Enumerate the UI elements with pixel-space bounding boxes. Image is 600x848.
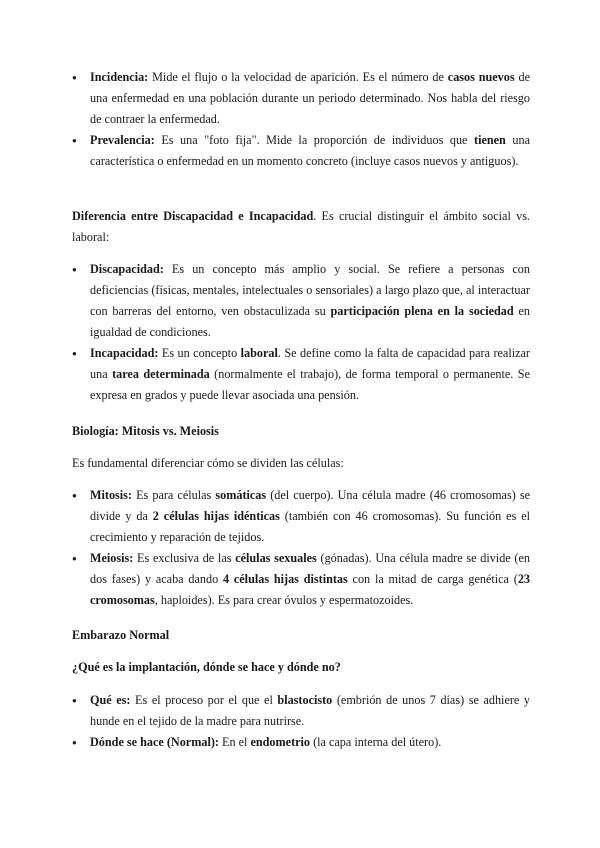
section-heading: Diferencia entre Discapacidad e Incapacidad: [72, 209, 314, 223]
biologia-list: [90, 485, 530, 611]
section-heading-embarazo: Embarazo Normal: [72, 628, 170, 642]
list-item-donde-se-hace: ● Dónde se hace (Normal): En el endometrio (la capa interna del útero).: [90, 732, 530, 753]
list-item-prevalencia: ● Prevalencia: Es una "foto fija". Mide la proporción de individuos que tienen una característica o enfermedad en un momento concreto (incluye casos nuevos y antiguos).: [90, 130, 530, 172]
biologia-intro: Es fundamental diferenciar cómo se dividen las células:: [72, 456, 344, 470]
section-heading-biologia: Biología: Mitosis vs. Meiosis: [72, 424, 219, 438]
list-item-incidencia: ● Incidencia: Mide el flujo o la velocidad de aparición. Es el número de casos nuevos de una enfermedad en una población durante un periodo determinado. Nos habla del riesgo de contraer la enfermedad.: [90, 67, 530, 130]
section-discapacidad-intro: Diferencia entre Discapacidad e Incapacidad. Es crucial distinguir el ámbito social vs. laboral:: [72, 209, 530, 244]
list-item-que-es: ● Qué es: Es el proceso por el que el blastocisto (embrión de unos 7 días) se adhiere y hunde en el tejido de la madre para nutrirse.: [90, 690, 530, 732]
list-item-mitosis: ● Mitosis: Es para células somáticas (del cuerpo). Una célula madre (46 cromosomas) se divide y da 2 células hijas idénticas (también con 46 cromosomas). Su función es el crecimiento y reparación de tejidos.: [90, 485, 530, 548]
epidemiology-list: [90, 67, 530, 172]
list-item-meiosis: ● Meiosis: Es exclusiva de las células sexuales (gónadas). Una célula madre se divide (en dos fases) y acaba dando 4 células hijas distintas con la mitad de carga genética (23 cromosomas, haploides). Es para crear óvulos y espermatozoides.: [90, 548, 530, 611]
list-item-incapacidad: ● Incapacidad: Es un concepto laboral. Se define como la falta de capacidad para realizar una tarea determinada (normalmente el trabajo), de forma temporal o permanente. Se expresa en grados y puede llevar asociada una pensión.: [90, 343, 530, 406]
implantacion-question: ¿Qué es la implantación, dónde se hace y dónde no?: [72, 660, 341, 674]
discapacidad-list: [90, 259, 530, 406]
implantacion-list: [90, 690, 530, 753]
list-item-discapacidad: ● Discapacidad: Es un concepto más amplio y social. Se refiere a personas con deficiencias (físicas, mentales, intelectuales o sensoriales) a largo plazo que, al interactuar con barreras del entorno, ven obstaculizada su participación plena en la sociedad en igualdad de condiciones.: [90, 259, 530, 343]
